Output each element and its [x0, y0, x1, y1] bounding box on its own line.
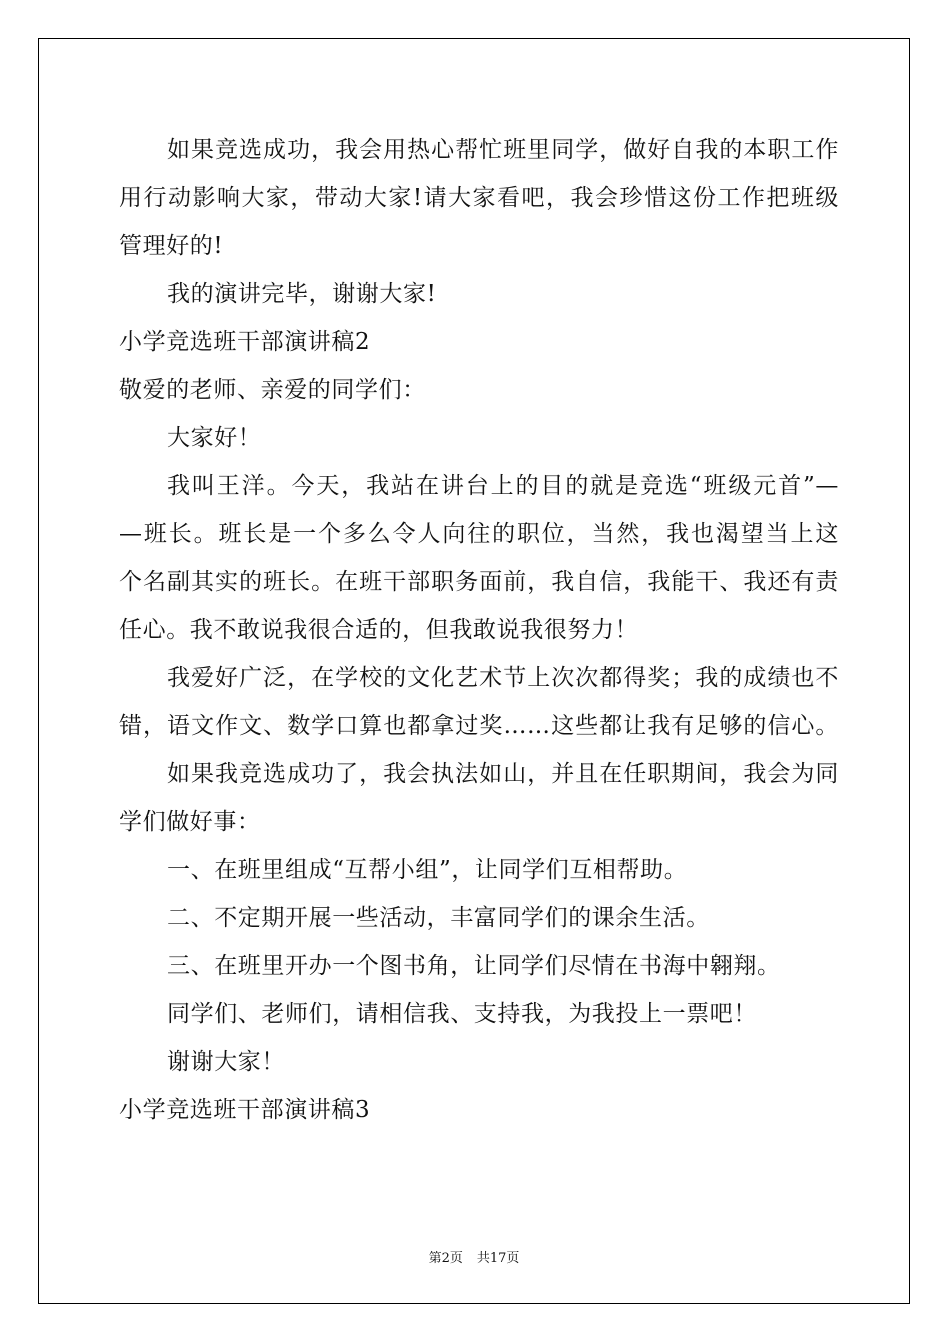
text-line: 我爱好广泛，在学校的文化艺术节上次次都得奖；我的成绩也不 — [167, 665, 839, 691]
text-line: 个名副其实的班长。在班干部职务面前，我自信，我能干、我还有责 — [119, 569, 839, 595]
paragraph — [119, 750, 839, 846]
paragraph — [119, 414, 839, 462]
text-line: 如果我竞选成功了，我会执法如山，并且在任职期间，我会为同 — [167, 761, 839, 787]
text-line: 管理好的! — [119, 233, 224, 259]
document-page — [38, 38, 910, 1304]
text-line: 我的演讲完毕，谢谢大家! — [167, 281, 437, 307]
page-number: 第2页 — [428, 1251, 463, 1266]
text-line: 错，语文作文、数学口算也都拿过奖……这些都让我有足够的信心。 — [119, 713, 839, 739]
paragraph — [119, 462, 839, 654]
paragraph — [119, 1086, 839, 1134]
text-line: 二、不定期开展一些活动，丰富同学们的课余生活。 — [167, 905, 710, 931]
paragraph — [119, 846, 839, 894]
text-line: 学们做好事： — [119, 809, 261, 835]
text-line: 同学们、老师们，请相信我、支持我，为我投上一票吧！ — [167, 1001, 757, 1027]
text-line: 任心。我不敢说我很合适的，但我敢说我很努力！ — [119, 617, 639, 643]
text-line: 谢谢大家！ — [167, 1049, 285, 1075]
text-line: 一、在班里组成“互帮小组”，让同学们互相帮助。 — [167, 857, 688, 883]
paragraph — [119, 318, 839, 366]
paragraph — [119, 894, 839, 942]
paragraph — [119, 270, 839, 318]
paragraph — [119, 654, 839, 750]
text-line: 三、在班里开办一个图书角，让同学们尽情在书海中翱翔。 — [167, 953, 781, 979]
paragraph — [119, 990, 839, 1038]
text-line: 小学竞选班干部演讲稿3 — [119, 1097, 371, 1123]
paragraph — [119, 1038, 839, 1086]
paragraph — [119, 126, 839, 270]
text-line: 小学竞选班干部演讲稿2 — [119, 329, 371, 355]
paragraph — [119, 366, 839, 414]
text-line: 如果竞选成功，我会用热心帮忙班里同学，做好自我的本职工作 — [167, 137, 839, 163]
page-total: 共17页 — [476, 1251, 520, 1266]
text-line: —班长。班长是一个多么令人向往的职位，当然，我也渴望当上这 — [119, 521, 839, 547]
text-line: 用行动影响大家，带动大家!请大家看吧，我会珍惜这份工作把班级 — [119, 185, 839, 211]
text-line: 我叫王洋。今天，我站在讲台上的目的就是竞选“班级元首”— — [167, 473, 839, 499]
page-footer — [39, 1247, 909, 1266]
document-body — [119, 126, 839, 1134]
text-line: 大家好！ — [167, 425, 262, 451]
text-line: 敬爱的老师、亲爱的同学们： — [119, 377, 426, 403]
paragraph — [119, 942, 839, 990]
